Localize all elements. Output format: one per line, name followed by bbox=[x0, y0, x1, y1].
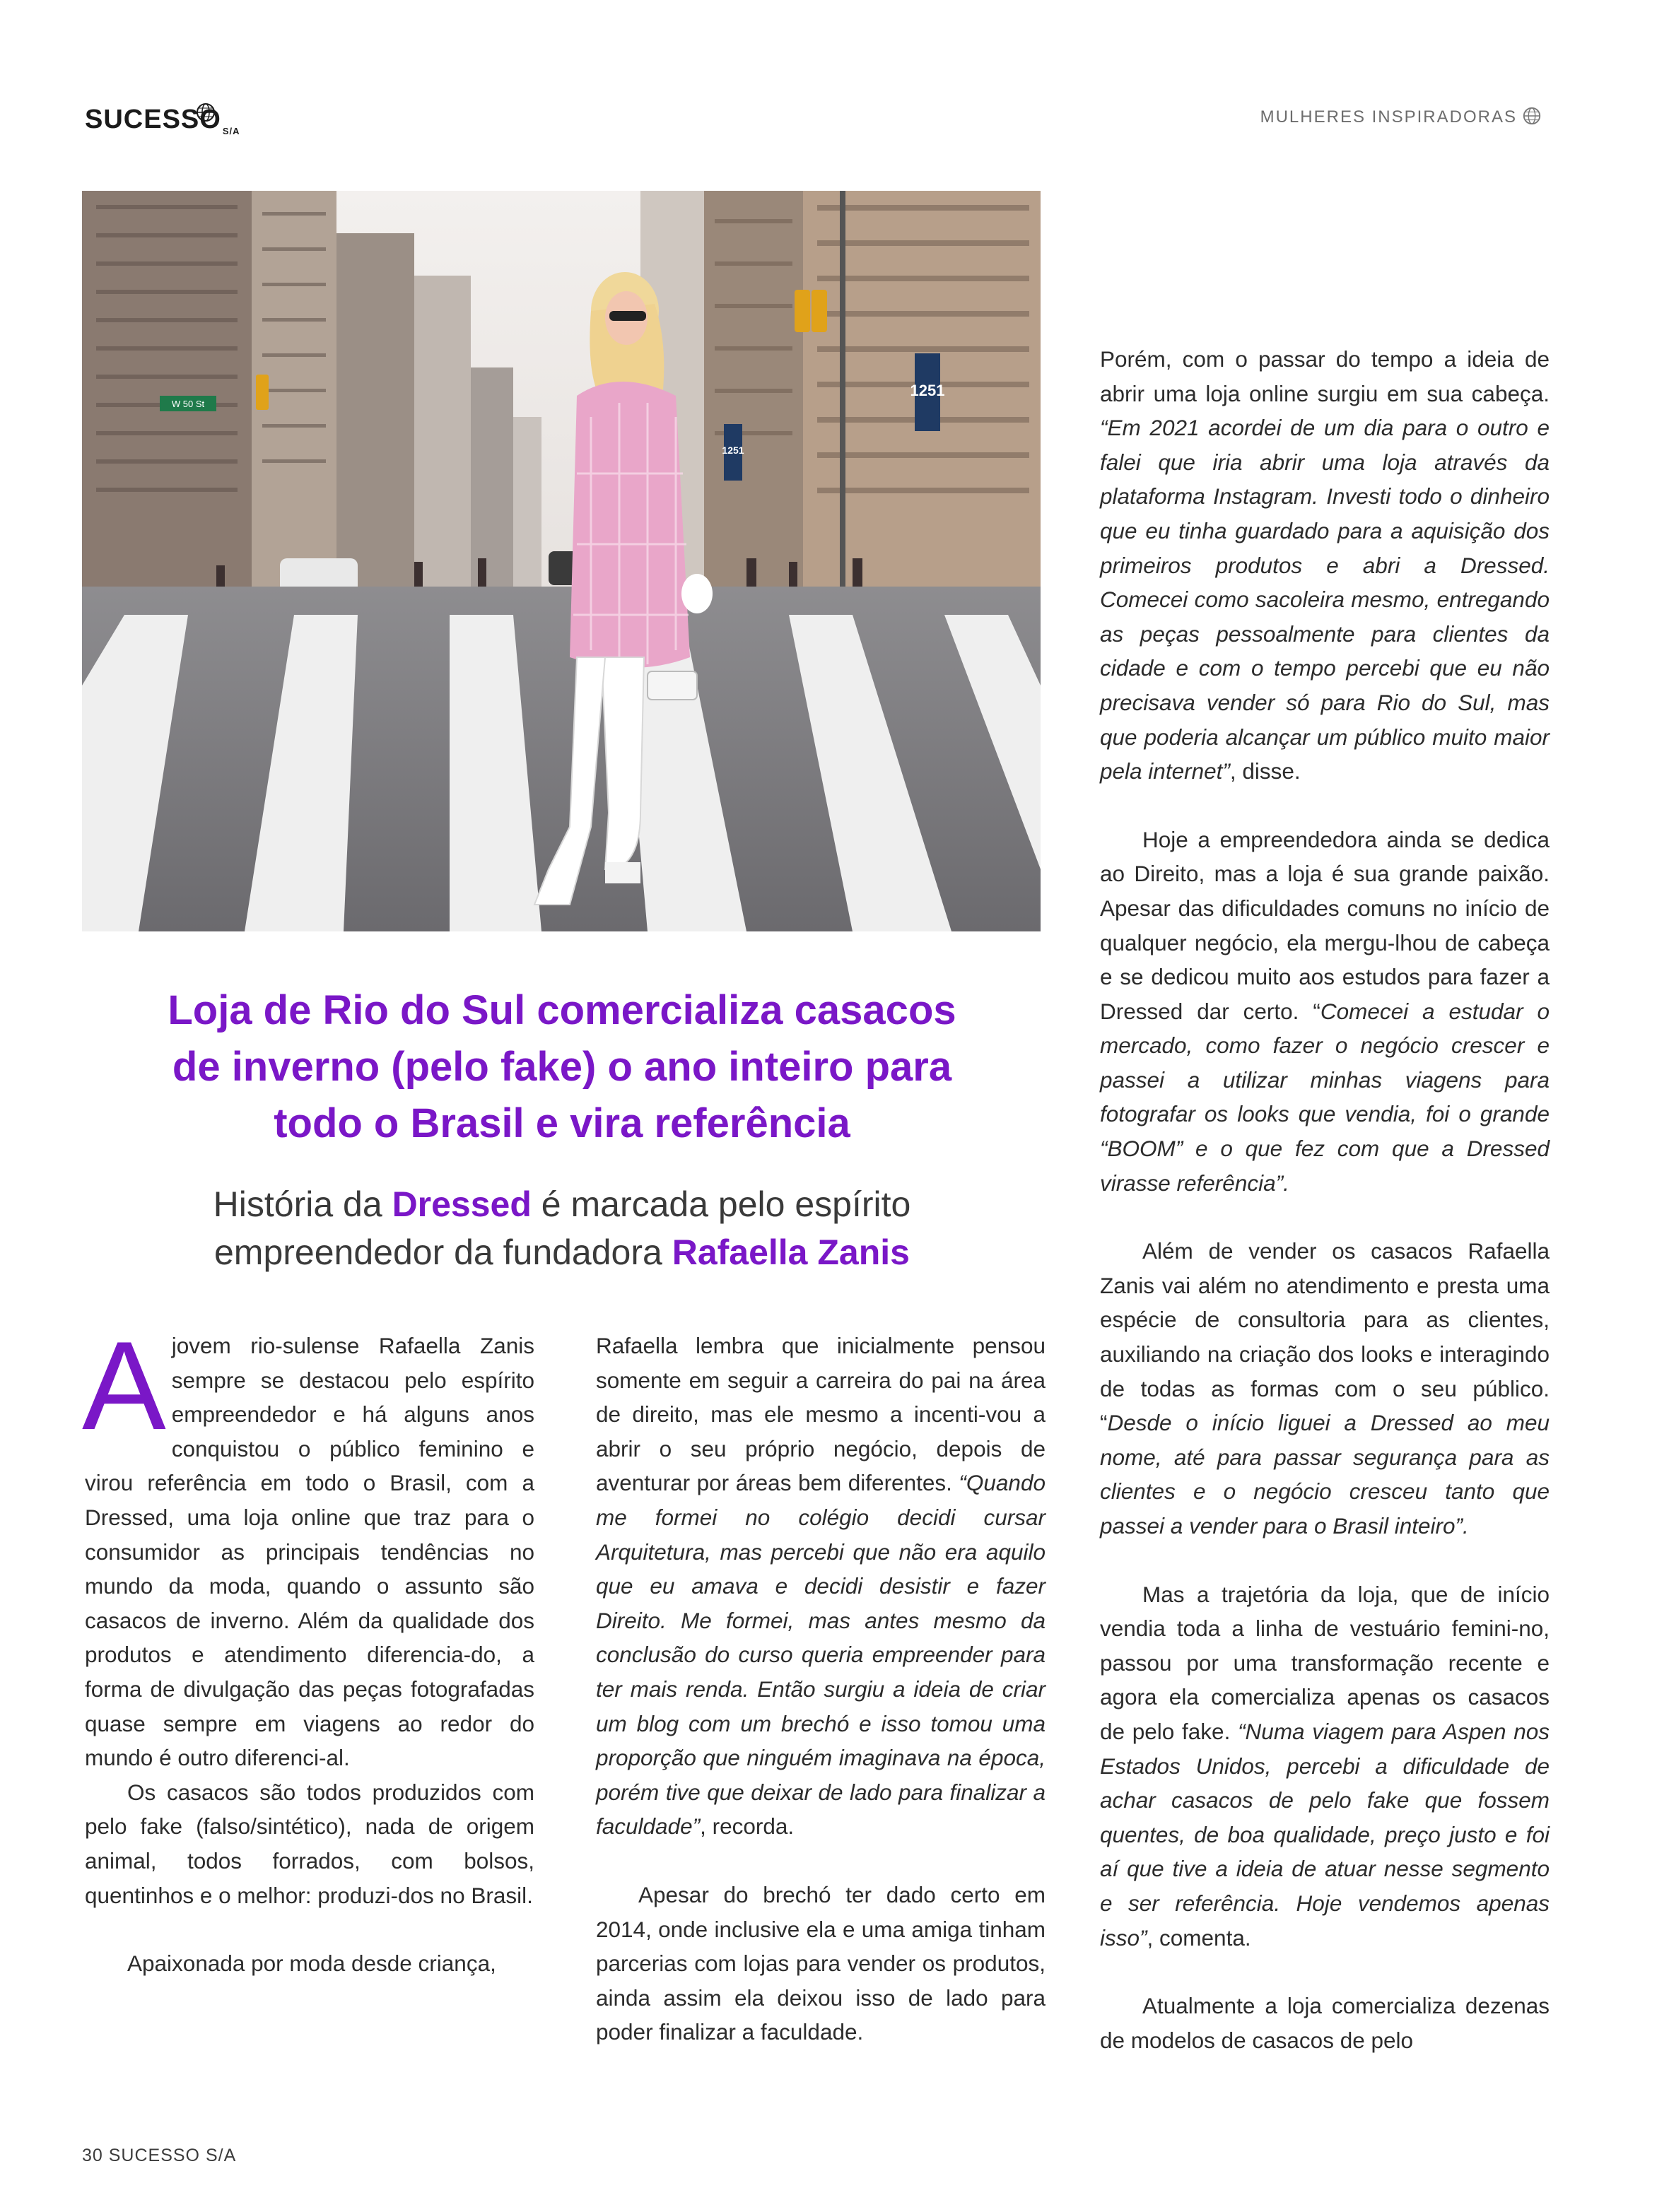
banner-text: 1251 bbox=[722, 445, 744, 456]
page-footer: 30 SUCESSO S/A bbox=[82, 2146, 237, 2165]
street-sign-text: W 50 St bbox=[171, 399, 205, 409]
text-column-2 bbox=[596, 1329, 1046, 2049]
quote: “Numa viagem para Aspen nos Estados Unidos, percebi a dificuldade de achar casacos de pelo fake que fossem quentes, de boa qualidade, preço justo e foi aí que tive a ideia de atuar nesse segmento e ser referência. Hoje vendemos apenas isso” bbox=[1100, 1718, 1550, 1951]
handbag bbox=[648, 671, 697, 700]
headline-line: de inverno (pelo fake) o ano inteiro para bbox=[172, 1044, 952, 1090]
quote: Desde o início liguei a Dressed ao meu nome, até para passar segurança para as clientes e o negócio cresceu tanto que passei a vender para o Brasil inteiro”. bbox=[1100, 1410, 1550, 1539]
paragraph: Apesar do brechó ter dado certo em 2014, onde inclusive ela e uma amiga tinham parcerias com lojas para vender os produtos, ainda assim ela deixou isso de lado para poder finalizar a faculdade. bbox=[596, 1881, 1046, 2045]
paragraph: Atualmente a loja comercializa dezenas de modelos de casacos de pelo bbox=[1100, 1993, 1550, 2053]
pink-coat bbox=[570, 382, 690, 668]
globe-icon bbox=[1522, 106, 1542, 126]
article-subheadline bbox=[99, 1180, 1025, 1276]
paragraph: Hoje a empreendedora ainda se dedica ao Direito, mas a loja é sua grande paixão. Apesar das dificuldades comuns no início de qualquer negócio, ela mergu-lhou de cabeça e se dedicou muito aos estudos para fazer a Dressed dar certo. “Comecei a estudar o mercado, como fazer o negócio crescer e passei a utilizar minhas viagens para fotografar os looks que vendia, foi o grande “BOOM” e o que fez com que a Dressed virasse referência”. bbox=[1100, 826, 1550, 1196]
brand-name: Dressed bbox=[392, 1184, 532, 1224]
section-label: MULHERES INSPIRADORAS bbox=[1260, 107, 1517, 127]
banner-text: 1251 bbox=[910, 382, 945, 399]
paragraph: Apaixonada por moda desde criança, bbox=[127, 1951, 496, 1977]
logo-text: SUCESSO bbox=[85, 105, 221, 134]
subhead-text: empreendedor da fundadora bbox=[214, 1233, 672, 1272]
traffic-light bbox=[812, 290, 827, 332]
paragraph: Porém, com o passar do tempo a ideia de abrir uma loja online surgiu em sua cabeça. “Em 2021 acordei de um dia para o outro e falei que iria abrir uma loja através da plataforma Instagram. Investi todo o dinheiro que eu tinha guardado para a aquisição dos primeiros produtos e abri a Dressed. Comecei como sacoleira mesmo, entregando as peças pessoalmente para clientes da cidade e com o tempo percebi que eu não precisava vender só para Rio do Sul, mas que poderia alcançar um público muito maior pela internet”, disse. bbox=[1100, 346, 1550, 784]
drop-cap: A bbox=[82, 1315, 166, 1456]
subhead-text: História da bbox=[213, 1184, 392, 1224]
founder-name: Rafaella Zanis bbox=[672, 1233, 910, 1272]
feature-photo bbox=[82, 191, 1041, 931]
article-headline bbox=[99, 982, 1025, 1152]
paragraph: Mas a trajetória da loja, que de início vendia toda a linha de vestuário femini-no, passou por uma transformação recente e agora ela comercializa apenas os casacos de pelo fake. “Numa viagem para Aspen nos Estados Unidos, percebi a dificuldade de achar casacos de pelo fake que fossem quentes, de boa qualidade, preço justo e foi aí que tive a ideia de atuar nesse segmento e ser referência. Hoje vendemos apenas isso”, comenta. bbox=[1100, 1581, 1550, 1951]
logo-suffix: S/A bbox=[222, 125, 240, 136]
traffic-light bbox=[795, 290, 810, 332]
headline-line: Loja de Rio do Sul comercializa casacos bbox=[168, 987, 956, 1033]
headline-line: todo o Brasil e vira referência bbox=[274, 1100, 850, 1146]
paragraph: Além de vender os casacos Rafaella Zanis vai além no atendimento e presta uma espécie de consultoria para as clientes, auxiliando na criação dos looks e interagindo de todas as formas com o seu público. “Desde o início liguei a Dressed ao meu nome, até para passar segurança para as clientes e o negócio cresceu tanto que passei a vender para o Brasil inteiro”. bbox=[1100, 1238, 1550, 1539]
text-column-1 bbox=[82, 1315, 534, 1981]
globe-icon bbox=[195, 102, 216, 123]
paragraph: Rafaella lembra que inicialmente pensou somente em seguir a carreira do pai na área de direito, mas ele mesmo a incenti-vou a abrir o seu próprio negócio, depois de aventurar por áreas bem diferentes. “Quando me formei no colégio decidi cursar Arquitetura, mas percebi que não era aquilo que eu amava e decidi desistir e fazer Direito. Me formei, mas antes mesmo da conclusão do curso queria empreender para ter mais renda. Então surgiu a ideia de criar um blog com um brechó e isso tomou uma proporção que ninguém imaginava na época, porém tive que deixar de lado para finalizar a faculdade”, recorda. bbox=[596, 1333, 1046, 1840]
street-scene bbox=[82, 191, 1041, 931]
paragraph: Os casacos são todos produzidos com pelo fake (falso/sintético), nada de origem animal, todos forrados, com bolsos, quentinhos e o melhor: produzi-dos no Brasil. bbox=[85, 1779, 534, 1908]
subhead-text: é marcada pelo espírito bbox=[531, 1184, 911, 1224]
quote: Comecei a estudar o mercado, como fazer o negócio crescer e passei a utilizar minhas viagens para fotografar os looks que vendia, foi o grande “BOOM” e o que fez com que a Dressed virasse referência”. bbox=[1100, 998, 1550, 1196]
quote: “Em 2021 acordei de um dia para o outro e falei que iria abrir uma loja através da plataforma Instagram. Investi todo o dinheiro que eu tinha guardado para a aquisição dos primeiros produtos e abri a Dressed. Comecei como sacoleira mesmo, entregando as peças pessoalmente para clientes da cidade e com o tempo percebi que eu não precisava vender só para Rio do Sul, mas que poderia alcançar um público muito maior pela internet” bbox=[1100, 415, 1550, 784]
traffic-light bbox=[256, 375, 269, 410]
paragraph: A jovem rio-sulense Rafaella Zanis sempre se destacou pelo espírito empreendedor e há alguns anos conquistou o público feminino e virou referência em todo o Brasil, com a Dressed, uma loja online que traz para o consumidor as principais tendências no mundo da moda, quando o assunto são casacos de inverno. Além da qualidade dos produtos e atendimento diferencia-do, a forma de divulgação das peças fotografadas quase sempre em viagens ao redor do mundo é outro diferenci-al. bbox=[82, 1315, 534, 1771]
text-column-3 bbox=[1100, 342, 1550, 2057]
magazine-logo bbox=[85, 105, 240, 136]
quote: “Quando me formei no colégio decidi cursar Arquitetura, mas percebi que não era aquilo que eu amava e decidi desistir e fazer Direito. Me formei, mas antes mesmo da conclusão do curso queria empreender para ter mais renda. Então surgiu a ideia de criar um blog com um brechó e isso tomou uma proporção que ninguém imaginava na época, porém tive que deixar de lado para finalizar a faculdade” bbox=[596, 1470, 1046, 1840]
